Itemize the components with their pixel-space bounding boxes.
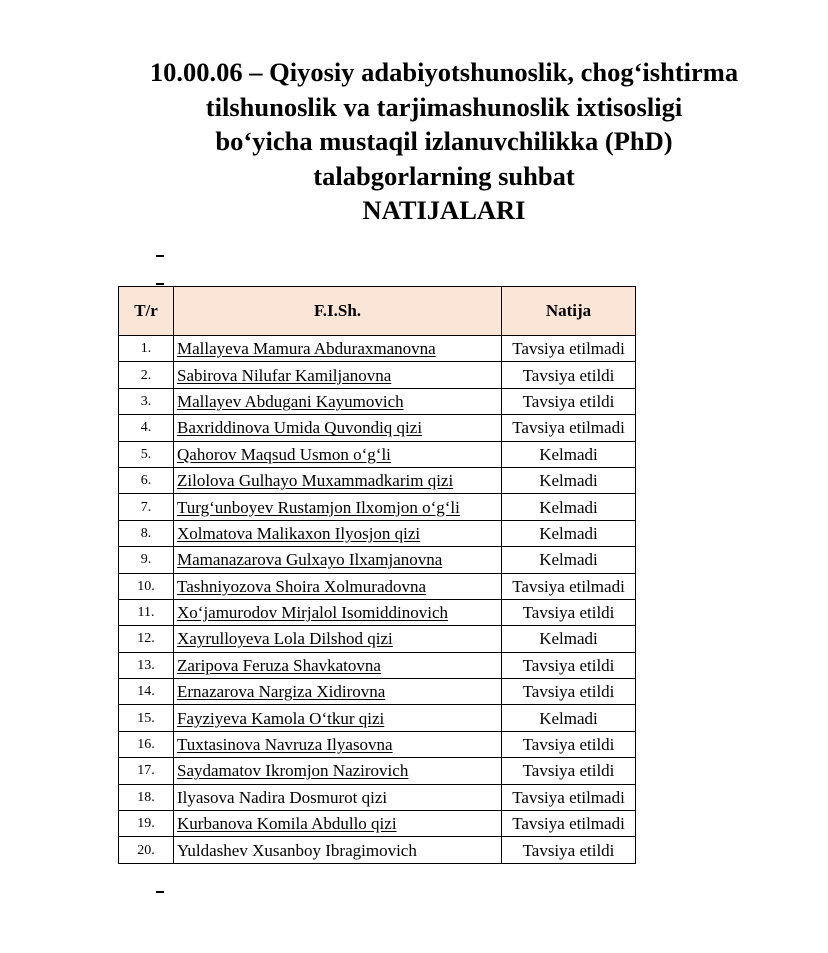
- row-result: Tavsiya etildi: [502, 837, 636, 863]
- column-header-name: F.I.Sh.: [174, 287, 502, 336]
- full-name-text: Mallayev Abdugani Kayumovich: [177, 391, 404, 411]
- row-full-name: [174, 441, 502, 467]
- row-number: 7.: [119, 494, 174, 520]
- results-table: [118, 286, 636, 864]
- row-full-name: [174, 652, 502, 678]
- row-number: 12.: [119, 626, 174, 652]
- table-row: [119, 547, 636, 573]
- row-number: 2.: [119, 362, 174, 388]
- row-full-name: [174, 467, 502, 493]
- row-number: 17.: [119, 758, 174, 784]
- table-row: [119, 626, 636, 652]
- row-number: 11.: [119, 599, 174, 625]
- dash-mark: [156, 255, 164, 257]
- table-row: [119, 388, 636, 414]
- dash-mark: [156, 283, 164, 285]
- full-name-text: Saydamatov Ikromjon Nazirovich: [177, 761, 409, 781]
- row-number: 20.: [119, 837, 174, 863]
- row-result: Kelmadi: [502, 441, 636, 467]
- table-row: [119, 705, 636, 731]
- table-row: [119, 467, 636, 493]
- full-name-text: Tuxtasinova Navruza Ilyasovna: [177, 735, 393, 755]
- row-result: Tavsiya etilmadi: [502, 336, 636, 362]
- row-number: 19.: [119, 811, 174, 837]
- row-result: Kelmadi: [502, 547, 636, 573]
- full-name-text: Mamanazarova Gulxayo Ilxamjanovna: [177, 550, 443, 570]
- row-full-name: [174, 811, 502, 837]
- table-row: [119, 731, 636, 757]
- row-full-name: [174, 784, 502, 810]
- table-row: [119, 784, 636, 810]
- column-header-number: T/r: [119, 287, 174, 336]
- full-name-text: Ernazarova Nargiza Xidirovna: [177, 682, 386, 702]
- row-result: Tavsiya etilmadi: [502, 784, 636, 810]
- table-row: [119, 520, 636, 546]
- row-result: Tavsiya etildi: [502, 362, 636, 388]
- title-line-3: bo‘yicha mustaqil izlanuvchilikka (PhD): [215, 126, 673, 157]
- row-full-name: [174, 362, 502, 388]
- row-number: 14.: [119, 679, 174, 705]
- full-name-text: Tashniyozova Shoira Xolmuradovna: [177, 576, 427, 596]
- full-name-text: Yuldashev Xusanboy Ibragimovich: [177, 840, 417, 860]
- row-full-name: [174, 494, 502, 520]
- table-row: [119, 837, 636, 863]
- row-number: 16.: [119, 731, 174, 757]
- row-full-name: [174, 837, 502, 863]
- title-line-2: tilshunoslik va tarjimashunoslik ixtisosligi: [205, 91, 683, 122]
- full-name-text: Xolmatova Malikaxon Ilyosjon qizi: [177, 523, 421, 543]
- full-name-text: Qahorov Maqsud Usmon o‘g‘li: [177, 444, 391, 464]
- full-name-text: Kurbanova Komila Abdullo qizi: [177, 814, 397, 834]
- table-row: [119, 441, 636, 467]
- row-number: 10.: [119, 573, 174, 599]
- row-number: 5.: [119, 441, 174, 467]
- title-line-1: 10.00.06 – Qiyosiy adabiyotshunoslik, chog‘ishtirma: [149, 57, 739, 87]
- row-result: Kelmadi: [502, 705, 636, 731]
- full-name-text: Xo‘jamurodov Mirjalol Isomiddinovich: [177, 603, 449, 623]
- row-full-name: [174, 599, 502, 625]
- table-row: [119, 336, 636, 362]
- row-number: 6.: [119, 467, 174, 493]
- title-line-4: talabgorlarning suhbat: [313, 160, 575, 191]
- row-number: 15.: [119, 705, 174, 731]
- row-full-name: [174, 626, 502, 652]
- dash-mark: [156, 891, 164, 893]
- full-name-text: Zilolova Gulhayo Muxammadkarim qizi: [177, 471, 454, 491]
- full-name-text: Sabirova Nilufar Kamiljanovna: [177, 365, 392, 385]
- row-result: Tavsiya etildi: [502, 758, 636, 784]
- full-name-text: Fayziyeva Kamola O‘tkur qizi: [177, 708, 385, 728]
- table-row: [119, 811, 636, 837]
- row-full-name: [174, 415, 502, 441]
- row-full-name: [174, 705, 502, 731]
- row-number: 4.: [119, 415, 174, 441]
- row-number: 1.: [119, 336, 174, 362]
- full-name-text: Zaripova Feruza Shavkatovna: [177, 655, 381, 675]
- full-name-text: Turg‘unboyev Rustamjon Ilxomjon o‘g‘li: [177, 497, 460, 517]
- table-row: [119, 758, 636, 784]
- row-result: Tavsiya etildi: [502, 652, 636, 678]
- column-header-result: Natija: [502, 287, 636, 336]
- table-row: [119, 362, 636, 388]
- row-result: Tavsiya etildi: [502, 679, 636, 705]
- row-result: Tavsiya etilmadi: [502, 415, 636, 441]
- table-row: [119, 415, 636, 441]
- table-row: [119, 573, 636, 599]
- row-result: Tavsiya etildi: [502, 731, 636, 757]
- row-full-name: [174, 679, 502, 705]
- table-row: [119, 652, 636, 678]
- row-full-name: [174, 731, 502, 757]
- row-full-name: [174, 547, 502, 573]
- row-result: Tavsiya etilmadi: [502, 811, 636, 837]
- table-row: [119, 494, 636, 520]
- row-number: 9.: [119, 547, 174, 573]
- title-line-5: NATIJALARI: [362, 195, 526, 226]
- row-full-name: [174, 520, 502, 546]
- document-title: [110, 55, 778, 228]
- row-result: Tavsiya etilmadi: [502, 573, 636, 599]
- row-number: 18.: [119, 784, 174, 810]
- row-number: 8.: [119, 520, 174, 546]
- row-full-name: [174, 758, 502, 784]
- row-result: Kelmadi: [502, 467, 636, 493]
- full-name-text: Mallayeva Mamura Abduraxmanovna: [177, 339, 436, 359]
- row-result: Kelmadi: [502, 520, 636, 546]
- row-full-name: [174, 336, 502, 362]
- row-full-name: [174, 388, 502, 414]
- row-result: Kelmadi: [502, 494, 636, 520]
- row-result: Tavsiya etildi: [502, 599, 636, 625]
- row-result: Tavsiya etildi: [502, 388, 636, 414]
- full-name-text: Baxriddinova Umida Quvondiq qizi: [177, 418, 423, 438]
- full-name-text: Xayrulloyeva Lola Dilshod qizi: [177, 629, 393, 649]
- row-result: Kelmadi: [502, 626, 636, 652]
- row-number: 13.: [119, 652, 174, 678]
- table-row: [119, 599, 636, 625]
- row-full-name: [174, 573, 502, 599]
- table-header-row: [119, 287, 636, 336]
- row-number: 3.: [119, 388, 174, 414]
- full-name-text: Ilyasova Nadira Dosmurot qizi: [177, 787, 388, 807]
- table-row: [119, 679, 636, 705]
